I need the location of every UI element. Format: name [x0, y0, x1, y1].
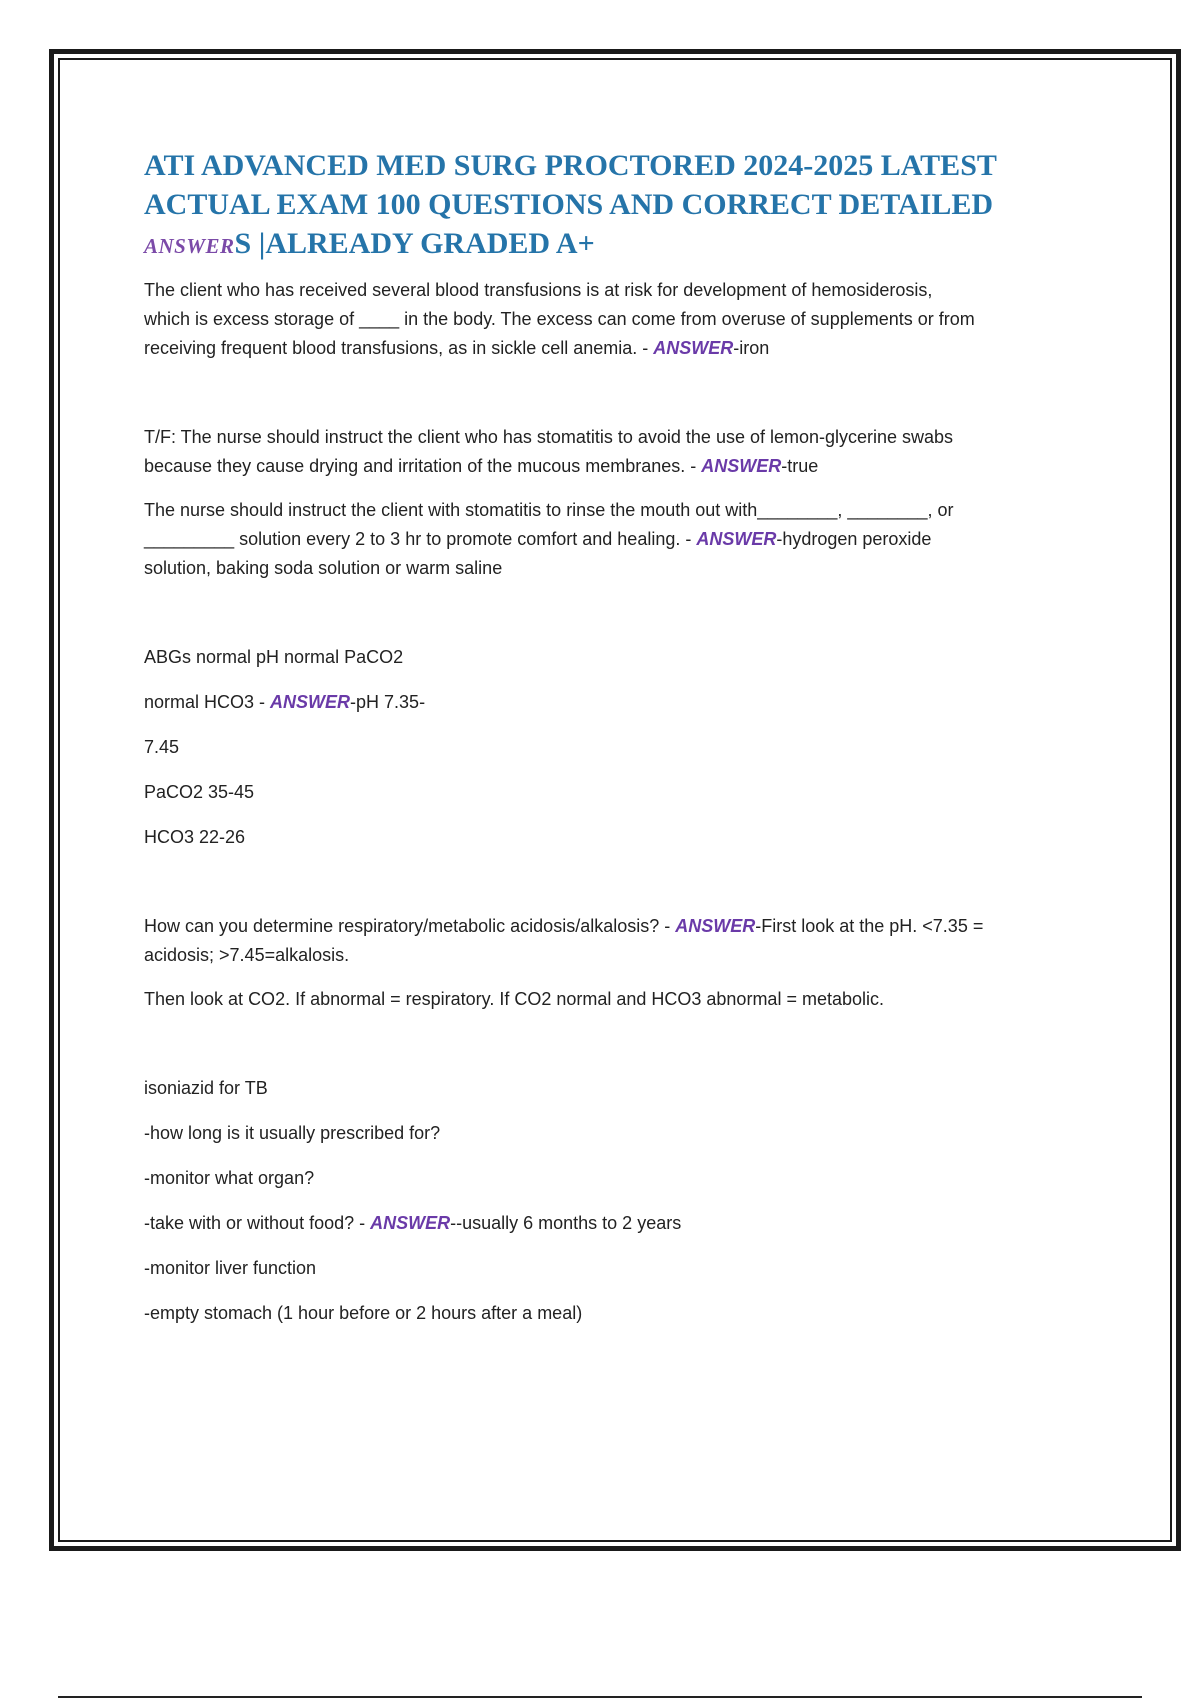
document-content	[144, 146, 1104, 1328]
qa6-question-end: -take with or without food? -	[144, 1213, 371, 1233]
page-bottom-rule	[58, 1696, 1142, 1698]
qa4-line-2	[144, 688, 1104, 717]
qa-item-1	[144, 276, 1104, 363]
qa3-line-1: The nurse should instruct the client with stomatitis to rinse the mouth out with________, ________, or	[144, 500, 954, 520]
qa2-line-2	[144, 452, 1104, 481]
qa6-line-5: -monitor liver function	[144, 1258, 317, 1278]
qa5-line-2: acidosis; >7.45=alkalosis.	[144, 945, 350, 965]
qa1-line-3	[144, 334, 1104, 363]
spacer	[144, 1283, 1104, 1299]
qa6-answer: --usually 6 months to 2 years	[450, 1213, 682, 1233]
answer-label: ANSWER	[270, 692, 351, 712]
spacer	[144, 1148, 1104, 1164]
answer-label: ANSWER	[696, 529, 777, 549]
qa6-line-3: -monitor what organ?	[144, 1168, 315, 1188]
qa4-line-5: HCO3 22-26	[144, 827, 246, 847]
spacer	[144, 1238, 1104, 1254]
spacer	[144, 1193, 1104, 1209]
qa4-question-end: normal HCO3 -	[144, 692, 271, 712]
answer-label: ANSWER	[370, 1213, 451, 1233]
qa5-line-3: Then look at CO2. If abnormal = respiratory. If CO2 normal and HCO3 abnormal = metabolic.	[144, 989, 884, 1009]
document-title	[144, 146, 1104, 266]
qa6-line-4	[144, 1209, 1104, 1238]
qa2-line-1: T/F: The nurse should instruct the client who has stomatitis to avoid the use of lemon-glycerine swabs	[144, 427, 954, 447]
title-line-3-rest: S |ALREADY GRADED A+	[234, 227, 595, 260]
qa5-line-1	[144, 912, 1104, 941]
qa4-line-1: ABGs normal pH normal PaCO2	[144, 647, 404, 667]
qa4-line-3: 7.45	[144, 737, 180, 757]
spacer	[144, 363, 1104, 423]
spacer	[144, 583, 1104, 643]
title-line-1: ATI ADVANCED MED SURG PROCTORED 2024-2025 LATEST	[144, 149, 997, 182]
qa1-question-end: receiving frequent blood transfusions, as in sickle cell anemia. -	[144, 338, 654, 358]
spacer	[144, 717, 1104, 733]
qa2-question-end: because they cause drying and irritation of the mucous membranes. -	[144, 456, 702, 476]
answer-label: ANSWER	[653, 338, 734, 358]
qa4-line-4: PaCO2 35-45	[144, 782, 255, 802]
spacer	[144, 970, 1104, 985]
qa-item-4	[144, 643, 1104, 852]
qa1-line-2: which is excess storage of ____ in the body. The excess can come from overuse of supplements or from	[144, 309, 975, 329]
qa6-line-1: isoniazid for TB	[144, 1078, 268, 1098]
qa4-answer: -pH 7.35-	[350, 692, 426, 712]
qa3-question-end: _________ solution every 2 to 3 hr to promote comfort and healing. -	[144, 529, 697, 549]
qa3-line-3: solution, baking soda solution or warm saline	[144, 558, 503, 578]
spacer	[144, 672, 1104, 688]
qa2-answer: -true	[781, 456, 819, 476]
spacer	[144, 481, 1104, 496]
qa6-line-6: -empty stomach (1 hour before or 2 hours after a meal)	[144, 1303, 583, 1323]
title-line-2: ACTUAL EXAM 100 QUESTIONS AND CORRECT DETAILED	[144, 188, 994, 221]
qa-item-5	[144, 912, 1104, 1014]
qa1-line-1: The client who has received several blood transfusions is at risk for development of hemosiderosis,	[144, 280, 933, 300]
qa6-line-2: -how long is it usually prescribed for?	[144, 1123, 441, 1143]
qa3-answer: -hydrogen peroxide	[776, 529, 932, 549]
title-line-3	[144, 224, 1104, 266]
qa3-line-2	[144, 525, 1104, 554]
answer-label: ANSWER	[675, 916, 756, 936]
spacer	[144, 807, 1104, 823]
qa-item-2	[144, 423, 1104, 481]
spacer	[144, 762, 1104, 778]
qa5-question: How can you determine respiratory/metabolic acidosis/alkalosis? -	[144, 916, 676, 936]
spacer	[144, 852, 1104, 912]
spacer	[144, 1103, 1104, 1119]
qa-item-3	[144, 496, 1104, 583]
qa5-answer: -First look at the pH. <7.35 =	[755, 916, 984, 936]
answer-label: ANSWER	[701, 456, 782, 476]
qa1-answer: -iron	[733, 338, 770, 358]
spacer	[144, 1014, 1104, 1074]
title-answer-word: ANSWER	[144, 234, 235, 258]
qa-item-6	[144, 1074, 1104, 1328]
